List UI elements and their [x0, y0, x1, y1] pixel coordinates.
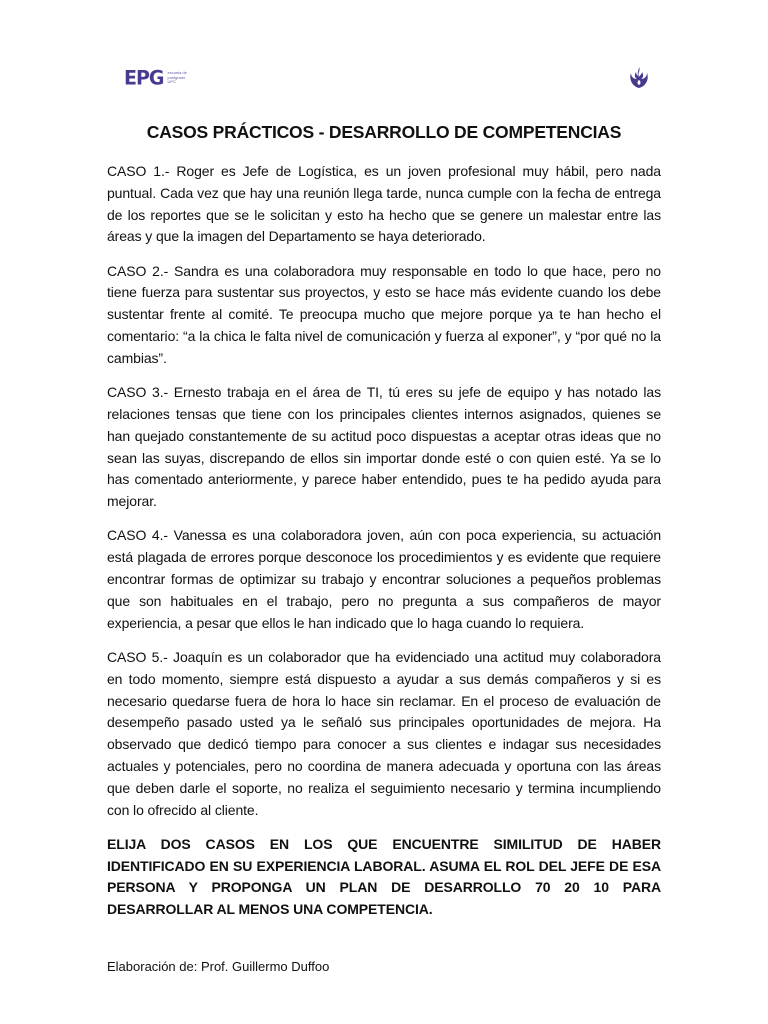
footer-credit: Elaboración de: Prof. Guillermo Duffoo	[107, 959, 330, 974]
epg-logo	[124, 66, 187, 90]
epg-logo-mark: EPG	[124, 66, 164, 90]
epg-logo-subtitle	[168, 71, 187, 85]
epg-logo-sub-line: UPC	[167, 79, 176, 85]
case-paragraph-3: CASO 3.- Ernesto trabaja en el área de TI, tú eres su jefe de equipo y has notado las relaciones tensas que tiene con los principales clientes internos asignados, quienes se han quejado constantemente de su actitud poco dispuestas a aceptar otras ideas que no sean las suyas, discrepando de ellos sin importar donde esté o con quien esté. Ya se lo has comentado anteriormente, y parece haber entendido, pues te ha pedido ayuda para mejorar.	[107, 384, 661, 510]
case-paragraph-4: CASO 4.- Vanessa es una colaboradora joven, aún con poca experiencia, su actuación está plagada de errores porque desconoce los procedimientos y es evidente que requiere encontrar formas de optimizar su trabajo y encontrar soluciones a pequeños problemas que son habituales en el trabajo, pero no pregunta a sus compañeros de mayor experiencia, a pesar que ellos le han indicado que lo haga cuando lo requiera.	[107, 527, 661, 631]
epg-logo-sub-line: postgrado	[167, 74, 186, 80]
instruction-paragraph: ELIJA DOS CASOS EN LOS QUE ENCUENTRE SIMILITUD DE HABER IDENTIFICADO EN SU EXPERIENCIA LABORAL. ASUMA EL ROL DEL JEFE DE ESA PERSONA Y PROPONGA UN PLAN DE DESARROLLO 70 20 10 PARA DESARROLLAR AL MENOS UNA COMPETENCIA.	[107, 835, 661, 918]
page-title: CASOS PRÁCTICOS - DESARROLLO DE COMPETENCIAS	[146, 122, 622, 142]
case-paragraph-5: CASO 5.- Joaquín es un colaborador que ha evidenciado una actitud muy colaboradora en todo momento, siempre está dispuesto a ayudar a sus demás compañeros y si es necesario quedarse fuera de hora lo hace sin reclamar. En el proceso de evaluación de desempeño pasado usted ya le señaló sus principales oportunidades de mejora. Ha observado que dedicó tiempo para conocer a sus clientes e indagar sus necesidades actuales y potenciales, pero no coordina de manera adecuada y oportuna con las áreas que deben darle el soporte, no realiza el seguimiento necesario y termina incumpliendo con lo ofrecido al cliente.	[107, 648, 661, 818]
epg-logo-sub-line: escuela de	[167, 70, 187, 76]
upc-flame-icon	[628, 66, 650, 90]
document-body	[107, 161, 661, 934]
case-paragraph-2: CASO 2.- Sandra es una colaboradora muy responsable en todo lo que hace, pero no tiene fuerza para sustentar sus proyectos, y esto se hace más evidente cuando los debe sustentar frente al comité. Te preocupa mucho que mejore porque ya te han hecho el comentario: “a la chica le falta nivel de comunicación y fuerza al exponer”, y “por qué no la cambias”.	[107, 262, 661, 366]
case-paragraph-1: CASO 1.- Roger es Jefe de Logística, es un joven profesional muy hábil, pero nada puntual. Cada vez que hay una reunión llega tarde, nunca cumple con la fecha de entrega de los reportes que se le solicitan y esto ha hecho que se genere un malestar entre las áreas y que la imagen del Departamento se haya deteriorado.	[107, 163, 661, 245]
